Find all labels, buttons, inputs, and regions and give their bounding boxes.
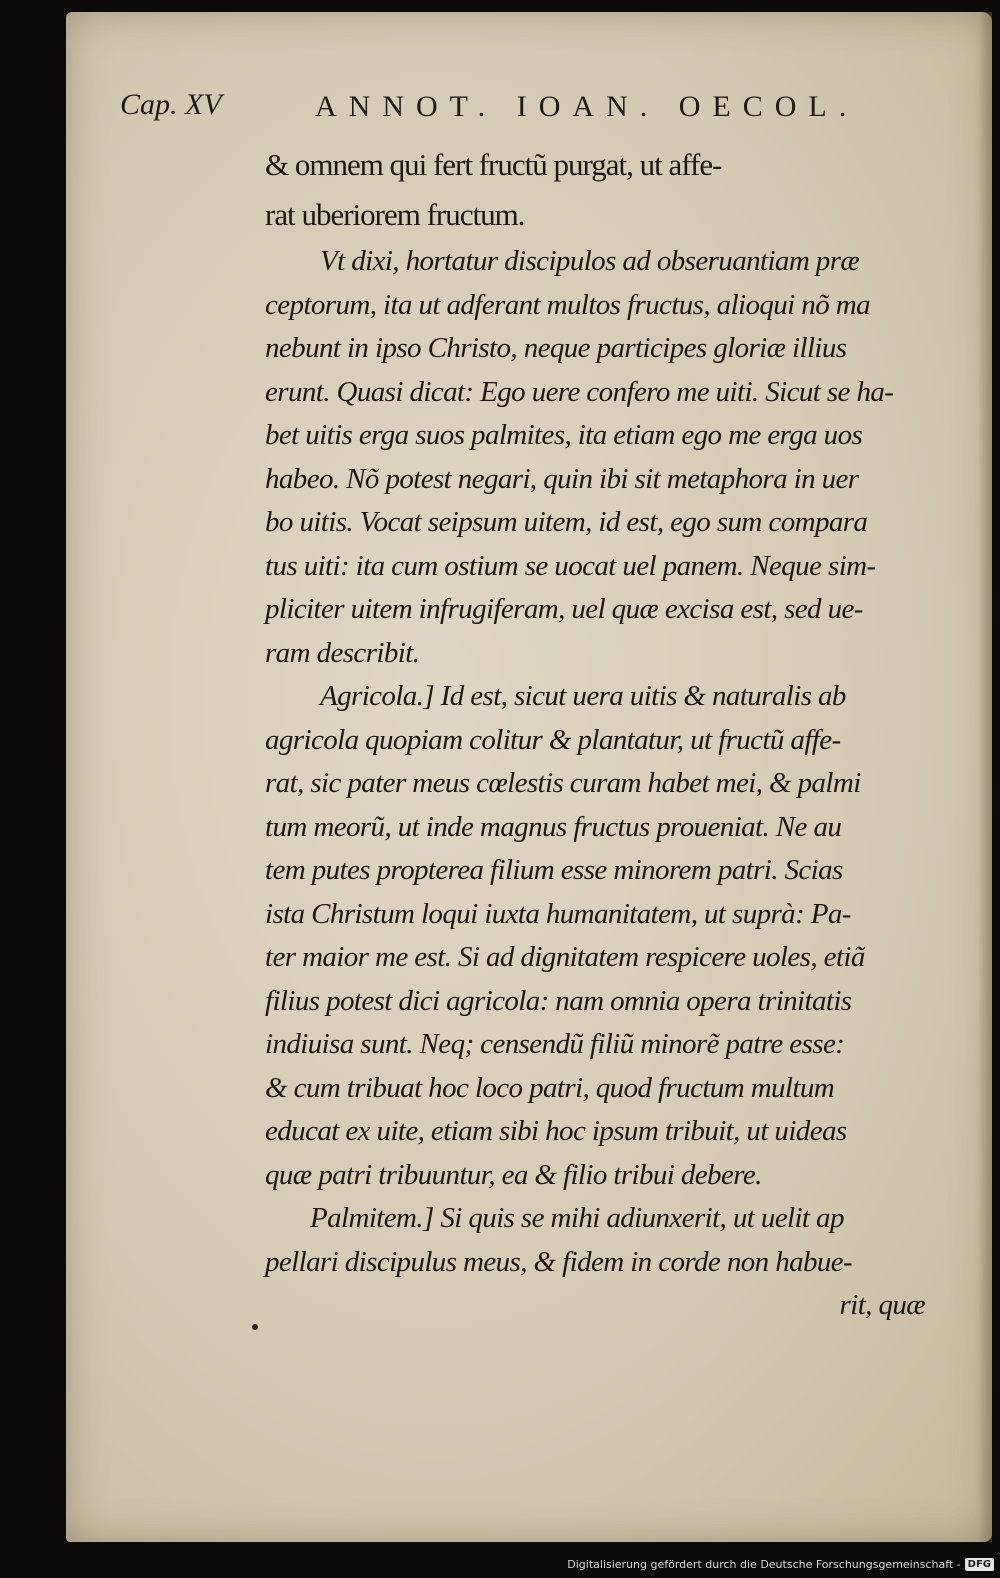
- text-line: tus uiti: ita cum ostium se uocat uel panem. Neque sim-: [265, 549, 876, 582]
- text-line: & cum tribuat hoc loco patri, quod fructum multum: [265, 1071, 835, 1104]
- text-line: tem putes propterea filium esse minorem patri. Scias: [265, 854, 843, 886]
- text-line: pliciter uitem infrugiferam, uel quæ excisa est, sed ue-: [265, 593, 863, 625]
- text-line: bet uitis erga suos palmites, ita etiam ego me erga uos: [265, 419, 863, 451]
- page-gutter-shadow: [978, 12, 992, 1542]
- text-line: bo uitis. Vocat seipsum uitem, id est, ego sum compara: [265, 506, 868, 538]
- text-line: ter maior me est. Si ad dignitatem respicere uoles, etiã: [265, 941, 865, 973]
- text-line: ista Christum loqui iuxta humanitatem, ut suprà: Pa-: [265, 897, 851, 930]
- text-line: tum meorũ, ut inde magnus fructus proueniat. Ne au: [265, 810, 842, 843]
- text-line: nebunt in ipso Christo, neque participes gloriæ illius: [265, 332, 847, 364]
- text-line: pellari discipulus meus, & fidem in corde non habue-: [265, 1245, 853, 1278]
- text-line: habeo. Nõ potest negari, quin ibi sit metaphora in uer: [265, 462, 859, 495]
- footer-credit: Digitalisierung gefördert durch die Deutsche Forschungsgemeinschaft -: [567, 1557, 961, 1571]
- chapter-marker: Cap. XV: [120, 88, 222, 121]
- running-head: [120, 88, 920, 132]
- running-title: ANNOT. IOAN. OECOL.: [315, 90, 859, 123]
- verse-line: rat uberiorem fructum.: [265, 197, 525, 232]
- text-line: Agricola.] Id est, sicut uera uitis & naturalis ab: [320, 680, 846, 712]
- text-line: Palmitem.] Si quis se mihi adiunxerit, ut uelit ap: [310, 1202, 844, 1234]
- text-line: ram describit.: [265, 636, 420, 669]
- body-text: [265, 140, 935, 1328]
- text-line: filius potest dici agricola: nam omnia opera trinitatis: [265, 984, 852, 1017]
- text-line: agricola quopiam colitur & plantatur, ut fructũ affe-: [265, 723, 841, 756]
- text-line: ceptorum, ita ut adferant multos fructus, alioqui nõ ma: [265, 288, 870, 321]
- text-line: erunt. Quasi dicat: Ego uere confero me uiti. Sicut se ha-: [265, 375, 894, 408]
- text-line: Vt dixi, hortatur discipulos ad obseruantiam præ: [320, 245, 860, 277]
- catchword-line: rit, quæ: [839, 1289, 925, 1321]
- dfg-logo-icon: DFG: [965, 1558, 994, 1571]
- text-line: indiuisa sunt. Neq; censendũ filiũ minorẽ patre esse:: [265, 1028, 845, 1060]
- verse-line: & omnem qui fert fructũ purgat, ut affe-: [265, 147, 722, 182]
- ink-mark: [252, 1324, 258, 1330]
- text-line: rat, sic pater meus cœlestis curam habet mei, & palmi: [265, 767, 861, 799]
- text-line: quæ patri tribuuntur, ea & filio tribui debere.: [265, 1158, 762, 1191]
- digitization-footer: [567, 1554, 994, 1574]
- text-line: educat ex uite, etiam sibi hoc ipsum tribuit, ut uideas: [265, 1115, 847, 1147]
